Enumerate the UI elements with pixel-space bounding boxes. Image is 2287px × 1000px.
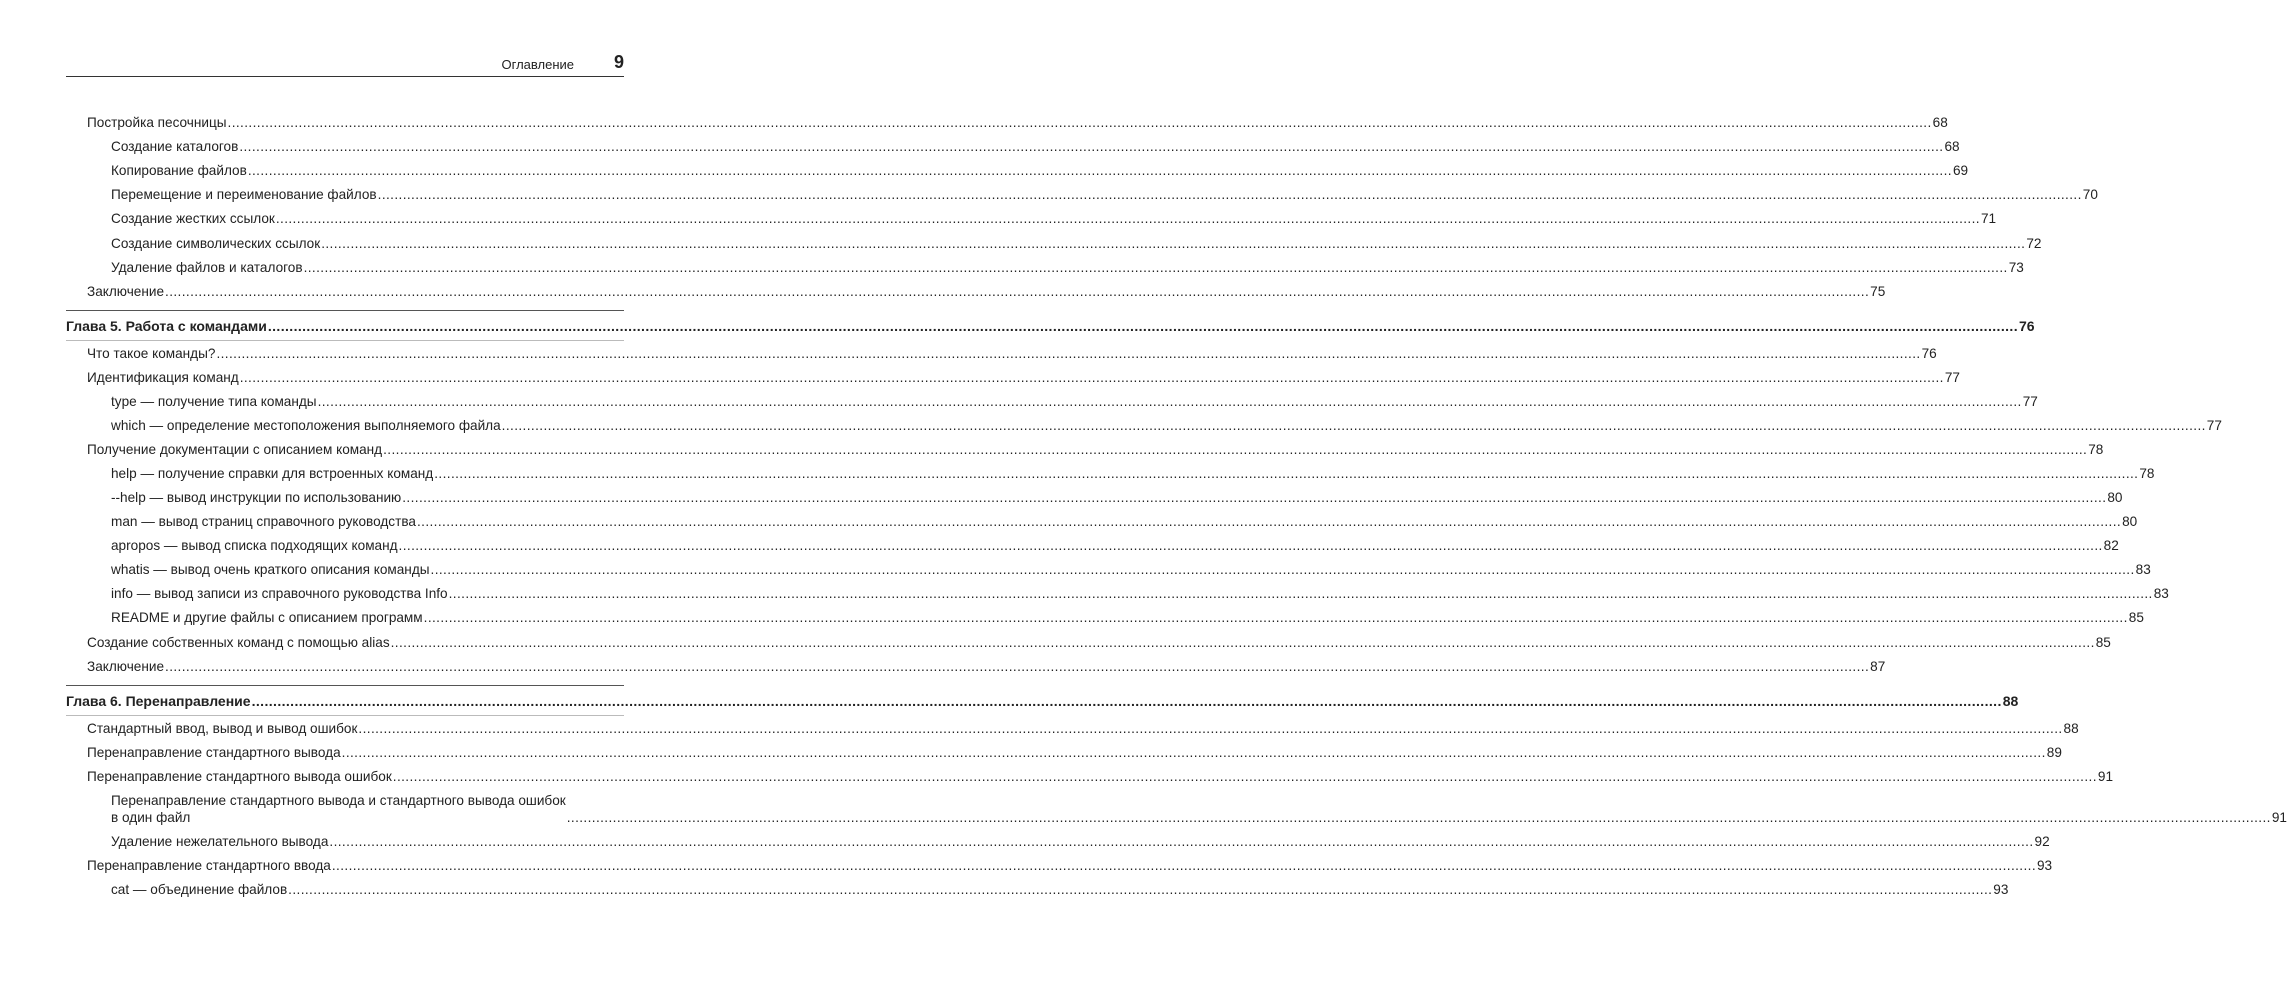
toc-entry[interactable] xyxy=(111,138,1960,155)
toc-entry-page: 72 xyxy=(2026,236,2042,251)
dot-leader: ........................................................................................................................................................................................................................................................................................................................................................................................................................ xyxy=(390,635,2095,650)
dot-leader: ........................................................................................................................................................................................................................................................................................................................................................................................................................ xyxy=(165,284,1870,299)
toc-entry-page: 73 xyxy=(2008,260,2024,275)
toc-entry[interactable] xyxy=(111,609,2144,626)
dot-leader: ........................................................................................................................................................................................................................................................................................................................................................................................................................ xyxy=(329,834,2034,849)
toc-entry[interactable] xyxy=(87,634,2111,651)
dot-leader: ........................................................................................................................................................................................................................................................................................................................................................................................................................ xyxy=(341,745,2046,760)
dot-leader: ........................................................................................................................................................................................................................................................................................................................................................................................................................ xyxy=(430,562,2135,577)
toc-entry-title: which — определение местоположения выполняемого файла xyxy=(111,418,501,433)
toc-entry-page: 93 xyxy=(2037,858,2053,873)
toc-chapter-page: 76 xyxy=(2019,318,2035,334)
page-header xyxy=(66,50,624,76)
toc-entry[interactable] xyxy=(111,235,2042,252)
toc-entry-page: 92 xyxy=(2034,834,2050,849)
toc-entry-title: apropos — вывод списка подходящих команд xyxy=(111,538,398,553)
toc-entry-title: man — вывод страниц справочного руководства xyxy=(111,514,416,529)
dot-leader: ........................................................................................................................................................................................................................................................................................................................................................................................................................ xyxy=(358,721,2063,736)
dot-leader: ........................................................................................................................................................................................................................................................................................................................................................................................................................ xyxy=(377,187,2082,202)
toc-entry-page: 85 xyxy=(2095,635,2111,650)
toc-entry-page: 77 xyxy=(2022,394,2038,409)
toc-chapter-title: Глава 5. Работа с командами xyxy=(66,318,267,334)
toc-entry-page: 85 xyxy=(2128,610,2144,625)
toc-entry-multiline[interactable] xyxy=(111,792,2287,826)
toc-entry-title: cat — объединение файлов xyxy=(111,882,288,897)
toc-entry[interactable] xyxy=(111,537,2119,554)
toc-entry-title: Заключение xyxy=(87,659,165,674)
toc-entry-page: 83 xyxy=(2135,562,2151,577)
toc-entry[interactable] xyxy=(111,186,2098,203)
toc-entry[interactable] xyxy=(111,489,2123,506)
toc-entry[interactable] xyxy=(111,210,1997,227)
toc-entry-title: Создание каталогов xyxy=(111,139,239,154)
toc-entry-title: Создание собственных команд с помощью alias xyxy=(87,635,390,650)
toc-entry-page: 71 xyxy=(1980,211,1997,226)
toc-entry-title: Получение документации с описанием команд xyxy=(87,442,383,457)
toc-entry-page: 68 xyxy=(1944,139,1960,154)
toc-entry-title: help — получение справки для встроенных команд xyxy=(111,466,434,481)
toc-entry[interactable] xyxy=(111,585,2169,602)
toc-entry[interactable] xyxy=(111,833,2050,850)
toc-entry-title: Удаление нежелательного вывода xyxy=(111,834,329,849)
toc-entry-page: 78 xyxy=(2139,466,2155,481)
toc-entry-page: 75 xyxy=(1870,284,1886,299)
toc-entry-page: 78 xyxy=(2088,442,2104,457)
toc-entry-title: Копирование файлов xyxy=(111,163,247,178)
toc-entry[interactable] xyxy=(87,744,2062,761)
toc-entry-title: type — получение типа команды xyxy=(111,394,317,409)
toc-entry-title-line1: Перенаправление стандартного вывода и стандартного вывода ошибок xyxy=(111,793,566,808)
dot-leader: ........................................................................................................................................................................................................................................................................................................................................................................................................................ xyxy=(165,659,1870,674)
toc-entry-title: Идентификация команд xyxy=(87,370,239,385)
toc-entry-page: 89 xyxy=(2046,745,2062,760)
toc-entry[interactable] xyxy=(87,768,2114,785)
toc-entry-page: 82 xyxy=(2103,538,2119,553)
toc-entry[interactable] xyxy=(111,561,2151,578)
dot-leader: ........................................................................................................................................................................................................................................................................................................................................................................................................................ xyxy=(434,466,2139,481)
toc-entry[interactable] xyxy=(111,465,2155,482)
toc-entry-title: Создание символических ссылок xyxy=(111,236,321,251)
toc-entry-title: Перенаправление стандартного вывода xyxy=(87,745,341,760)
section-divider xyxy=(66,340,624,341)
section-divider xyxy=(66,685,624,686)
toc-entry-title: Создание жестких ссылок xyxy=(111,211,275,226)
toc-entry[interactable] xyxy=(111,162,1969,179)
header-rule xyxy=(66,76,624,77)
toc-chapter-entry[interactable] xyxy=(66,318,2035,335)
toc-entry-page: 69 xyxy=(1952,163,1969,178)
section-divider xyxy=(66,310,624,311)
toc-entry-page: 83 xyxy=(2153,586,2169,601)
dot-leader: ........................................................................................................................................................................................................................................................................................................................................................................................................................ xyxy=(398,538,2103,553)
toc-entry-page: 80 xyxy=(2122,514,2138,529)
toc-entry[interactable] xyxy=(111,513,2138,530)
toc-entry[interactable] xyxy=(87,658,1886,675)
toc-entry[interactable] xyxy=(87,283,1886,300)
dot-leader: ........................................................................................................................................................................................................................................................................................................................................................................................................................ xyxy=(566,810,2271,825)
toc-entry[interactable] xyxy=(111,393,2038,410)
dot-leader: ........................................................................................................................................................................................................................................................................................................................................................................................................................ xyxy=(267,318,2019,334)
toc-entry[interactable] xyxy=(87,720,2079,737)
dot-leader: ........................................................................................................................................................................................................................................................................................................................................................................................................................ xyxy=(402,490,2107,505)
toc-entry-title: Перемещение и переименование файлов xyxy=(111,187,377,202)
dot-leader: ........................................................................................................................................................................................................................................................................................................................................................................................................................ xyxy=(317,394,2022,409)
toc-entry-page: 88 xyxy=(2063,721,2079,736)
toc-entry-title: Заключение xyxy=(87,284,165,299)
toc-entry-page: 91 xyxy=(2271,810,2287,825)
dot-leader: ........................................................................................................................................................................................................................................................................................................................................................................................................................ xyxy=(288,882,1993,897)
toc-entry[interactable] xyxy=(111,259,2024,276)
toc-entry-title: Что такое команды? xyxy=(87,346,216,361)
running-head-page-number: 9 xyxy=(613,52,624,72)
toc-entry-title: Удаление файлов и каталогов xyxy=(111,260,303,275)
toc-entry-page: 80 xyxy=(2107,490,2123,505)
toc-entry-page: 76 xyxy=(1921,346,1937,361)
dot-leader: ........................................................................................................................................................................................................................................................................................................................................................................................................................ xyxy=(383,442,2088,457)
dot-leader: ........................................................................................................................................................................................................................................................................................................................................................................................................................ xyxy=(501,418,2206,433)
toc-entry-title: Перенаправление стандартного вывода ошибок xyxy=(87,769,392,784)
toc-entry[interactable] xyxy=(111,881,2009,898)
toc-entry-page: 93 xyxy=(1993,882,2009,897)
dot-leader: ........................................................................................................................................................................................................................................................................................................................................................................................................................ xyxy=(392,769,2097,784)
dot-leader: ........................................................................................................................................................................................................................................................................................................................................................................................................................ xyxy=(251,693,2002,709)
toc-entry[interactable] xyxy=(87,857,2053,874)
dot-leader: ........................................................................................................................................................................................................................................................................................................................................................................................................................ xyxy=(247,163,1952,178)
toc-entry[interactable] xyxy=(111,417,2222,434)
toc-chapter-entry[interactable] xyxy=(66,693,2019,710)
toc-entry[interactable] xyxy=(87,345,1937,362)
dot-leader: ........................................................................................................................................................................................................................................................................................................................................................................................................................ xyxy=(423,610,2128,625)
toc-entry[interactable] xyxy=(87,441,2104,458)
section-divider xyxy=(66,715,624,716)
toc-entry-title: --help — вывод инструкции по использованию xyxy=(111,490,402,505)
toc-entry-title-line2: в один файл xyxy=(111,810,191,825)
dot-leader: ........................................................................................................................................................................................................................................................................................................................................................................................................................ xyxy=(321,236,2026,251)
toc-entry-title: Стандартный ввод, вывод и вывод ошибок xyxy=(87,721,358,736)
dot-leader: ........................................................................................................................................................................................................................................................................................................................................................................................................................ xyxy=(331,858,2036,873)
toc-entry-page: 70 xyxy=(2082,187,2098,202)
toc-entry-title: info — вывод записи из справочного руководства Info xyxy=(111,586,448,601)
toc-entry-title: whatis — вывод очень краткого описания команды xyxy=(111,562,430,577)
dot-leader: ........................................................................................................................................................................................................................................................................................................................................................................................................................ xyxy=(239,139,1944,154)
dot-leader: ........................................................................................................................................................................................................................................................................................................................................................................................................................ xyxy=(227,115,1932,130)
toc-chapter-page: 88 xyxy=(2002,693,2019,709)
dot-leader: ........................................................................................................................................................................................................................................................................................................................................................................................................................ xyxy=(448,586,2153,601)
toc-entry[interactable] xyxy=(87,369,1960,386)
toc-entry-title: Перенаправление стандартного ввода xyxy=(87,858,331,873)
dot-leader: ........................................................................................................................................................................................................................................................................................................................................................................................................................ xyxy=(416,514,2122,529)
toc-entry-page: 68 xyxy=(1932,115,1948,130)
dot-leader: ........................................................................................................................................................................................................................................................................................................................................................................................................................ xyxy=(239,370,1944,385)
toc-entry-page: 77 xyxy=(1944,370,1960,385)
toc-entry[interactable] xyxy=(87,114,1948,131)
dot-leader: ........................................................................................................................................................................................................................................................................................................................................................................................................................ xyxy=(216,346,1921,361)
dot-leader: ........................................................................................................................................................................................................................................................................................................................................................................................................................ xyxy=(275,211,1980,226)
toc-entry-page: 77 xyxy=(2206,418,2222,433)
running-head-section: Оглавление xyxy=(501,57,574,72)
dot-leader: ........................................................................................................................................................................................................................................................................................................................................................................................................................ xyxy=(303,260,2008,275)
toc-entry-page: 91 xyxy=(2097,769,2114,784)
toc-chapter-title: Глава 6. Перенаправление xyxy=(66,693,251,709)
toc-entry-title: Постройка песочницы xyxy=(87,115,227,130)
toc-entry-title-block xyxy=(111,792,566,826)
toc-entry-title: README и другие файлы с описанием программ xyxy=(111,610,423,625)
toc-entry-page: 87 xyxy=(1870,659,1886,674)
